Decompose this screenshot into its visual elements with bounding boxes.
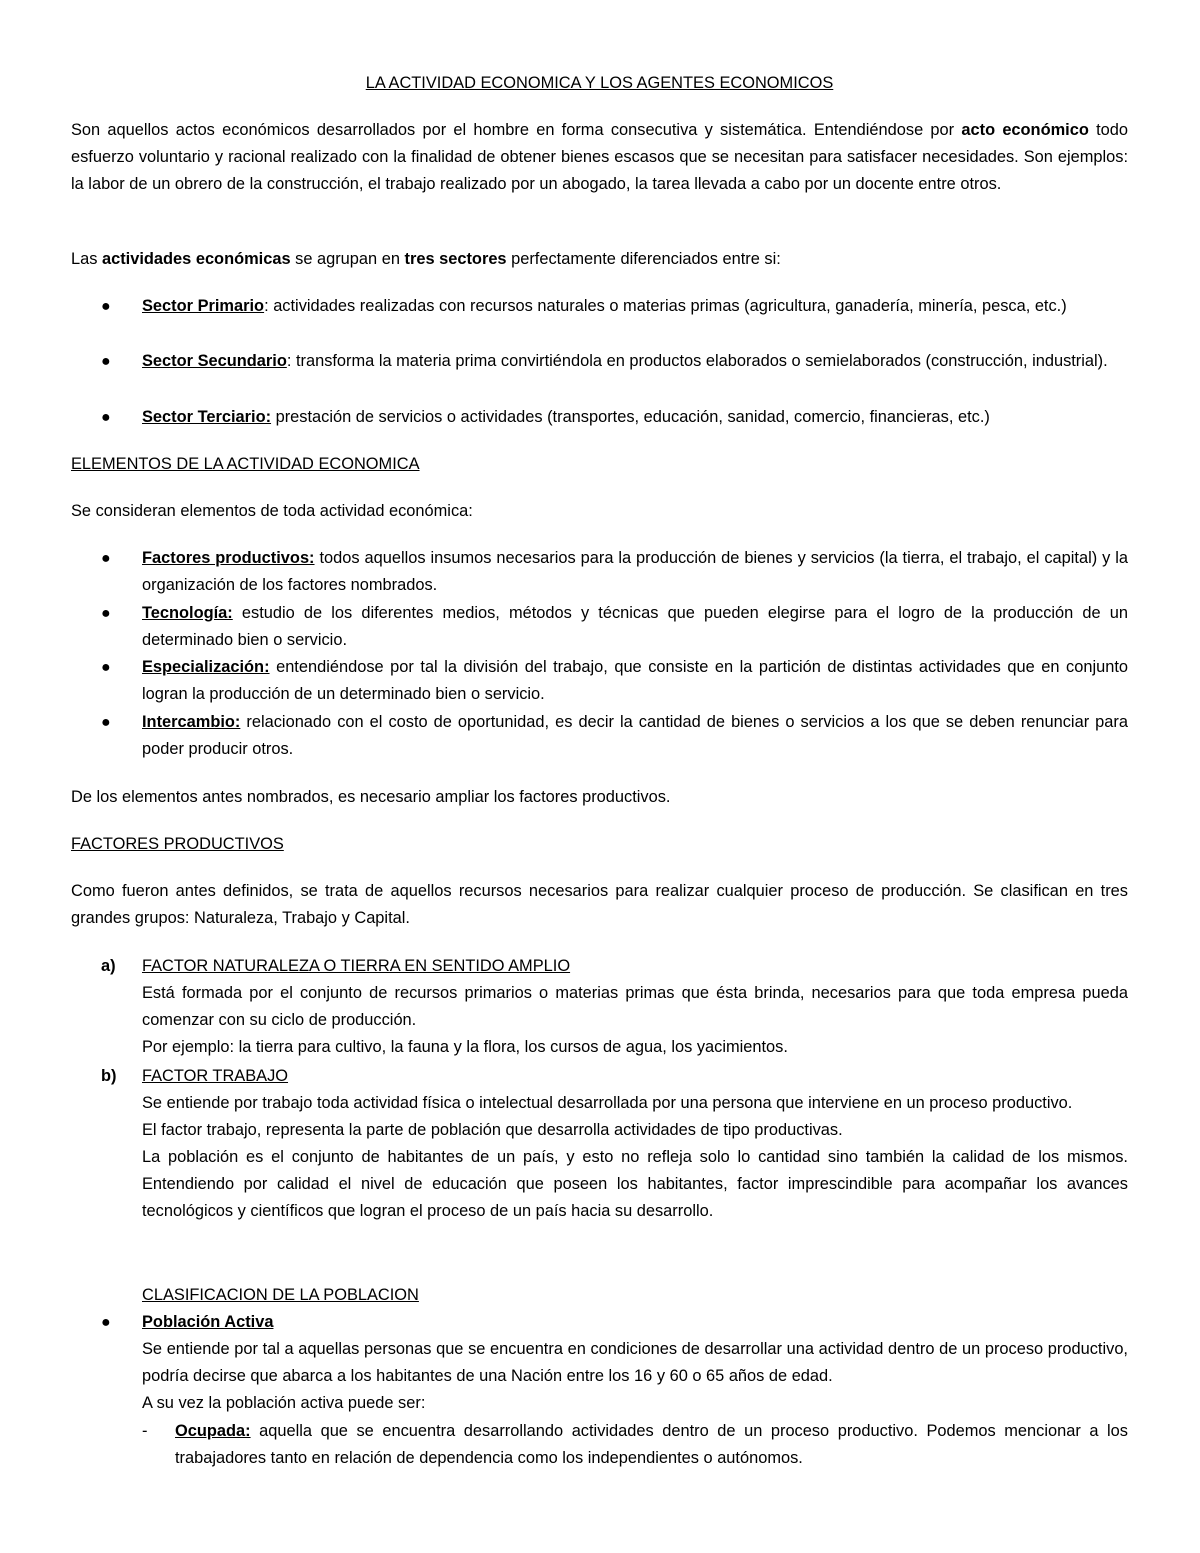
- list-item-sector-primario: [71, 293, 1128, 320]
- element-text: estudio de los diferentes medios, métodos y técnicas que pueden elegirse para el logro de la producción de un determinado bien o servicio.: [142, 604, 1128, 649]
- list-item-text: [142, 348, 1128, 375]
- bullet-icon: ●: [101, 550, 111, 567]
- sectors-intro-bold-2: tres sectores: [404, 250, 507, 268]
- elements-outro: De los elementos antes nombrados, es necesario ampliar los factores productivos.: [71, 788, 671, 806]
- factor-b-paragraph-1: Se entiende por trabajo toda actividad física o intelectual desarrollada por una persona que interviene en un proceso productivo.: [142, 1094, 1073, 1112]
- intro-bold-term: acto económico: [961, 121, 1089, 139]
- intro-text-1: Son aquellos actos económicos desarrollados por el hombre en forma consecutiva y sistemática. Entendiéndose por: [71, 121, 962, 139]
- element-text: entendiéndose por tal la división del trabajo, que consiste en la partición de distintas actividades que en conjunto logran la producción de un determinado bien o servicio.: [142, 658, 1128, 703]
- sector-label: Sector Secundario: [142, 352, 287, 370]
- list-item-text: [142, 709, 1128, 763]
- list-item-poblacion-activa: [71, 1309, 1128, 1417]
- list-item-text: [142, 404, 1128, 431]
- element-label: Intercambio:: [142, 713, 241, 731]
- sectors-intro-paragraph: [71, 246, 1128, 273]
- sector-label: Sector Primario: [142, 297, 265, 315]
- element-label: Tecnología:: [142, 604, 233, 622]
- document-title-text: LA ACTIVIDAD ECONOMICA Y LOS AGENTES ECONOMICOS: [365, 74, 834, 92]
- factor-b-section: [71, 1063, 1128, 1225]
- population-active-paragraph-2: A su vez la población activa puede ser:: [142, 1394, 426, 1412]
- factor-a-paragraph-2: Por ejemplo: la tierra para cultivo, la fauna y la flora, los cursos de agua, los yacimientos.: [142, 1038, 788, 1056]
- list-item-ocupada: [71, 1418, 1128, 1472]
- factor-a-letter: a): [101, 957, 116, 975]
- bullet-icon: ●: [101, 714, 111, 731]
- factor-a-section: [71, 953, 1128, 1061]
- bullet-icon: ●: [101, 659, 111, 676]
- sectors-intro-text-2: se agrupan en: [290, 250, 405, 268]
- occupied-text: aquella que se encuentra desarrollando actividades dentro de un proceso productivo. Podemos mencionar a los trabajadores tanto en relación de dependencia como los independientes o autónomos.: [175, 1422, 1128, 1467]
- population-active-label-text: Población Activa: [142, 1313, 274, 1331]
- sector-text: prestación de servicios o actividades (transportes, educación, sanidad, comercio, financieras, etc.): [271, 408, 990, 426]
- factors-heading-text: FACTORES PRODUCTIVOS: [71, 835, 284, 853]
- sector-label: Sector Terciario:: [142, 408, 272, 426]
- sectors-intro-text-1: Las: [71, 250, 102, 268]
- occupied-label: Ocupada:: [175, 1422, 251, 1440]
- population-active-label: [142, 1309, 1128, 1336]
- sectors-intro-bold-1: actividades económicas: [101, 250, 291, 268]
- factor-b-heading-text: FACTOR TRABAJO: [142, 1067, 289, 1085]
- list-item-text: [142, 545, 1128, 599]
- element-text: relacionado con el costo de oportunidad, es decir la cantidad de bienes o servicios a los que se deben renunciar para poder producir otros.: [142, 713, 1128, 758]
- sectors-intro-text-3: perfectamente diferenciados entre si:: [506, 250, 781, 268]
- occupied-paragraph: [175, 1418, 1128, 1472]
- elements-intro: Se consideran elementos de toda actividad económica:: [71, 502, 473, 520]
- factor-a-heading: [142, 953, 1128, 980]
- list-item-sector-secundario: [71, 348, 1128, 375]
- population-active-paragraph-1: Se entiende por tal a aquellas personas que se encuentra en condiciones de desarrollar una actividad dentro de un proceso productivo, podría decirse que abarca a los habitantes de una Nación entre los 16 y 60 o 65 años de edad.: [142, 1340, 1128, 1385]
- factor-a-heading-text: FACTOR NATURALEZA O TIERRA EN SENTIDO AMPLIO: [142, 957, 571, 975]
- bullet-icon: ●: [101, 353, 111, 370]
- list-item-intercambio: [71, 709, 1128, 763]
- list-item-especializacion: [71, 654, 1128, 708]
- list-item-factores-productivos: [71, 545, 1128, 599]
- list-item-text: [142, 654, 1128, 708]
- element-label: Factores productivos:: [142, 549, 315, 567]
- factor-b-paragraph-2: El factor trabajo, representa la parte de población que desarrolla actividades de tipo productivas.: [142, 1121, 843, 1139]
- sector-sep: :: [264, 297, 269, 315]
- sector-sep: :: [286, 352, 292, 370]
- elements-heading-text: ELEMENTOS DE LA ACTIVIDAD ECONOMICA: [71, 455, 420, 473]
- sector-text: transforma la materia prima convirtiéndola en productos elaborados o semielaborados (construcción, industrial).: [291, 352, 1108, 370]
- intro-paragraph: [71, 117, 1128, 198]
- factor-a-paragraph-1: Está formada por el conjunto de recursos primarios o materias primas que ésta brinda, necesarios para que toda empresa pueda comenzar con su ciclo de producción.: [142, 984, 1128, 1029]
- elements-heading: [71, 451, 1128, 478]
- factors-heading: [71, 831, 1128, 858]
- element-label: Especialización:: [142, 658, 270, 676]
- bullet-icon: ●: [101, 1314, 111, 1331]
- bullet-icon: ●: [101, 409, 111, 426]
- intro-text-2: todo esfuerzo voluntario y racional realizado con la finalidad de obtener bienes escasos que se necesitan para satisfacer necesidades. Son ejemplos: la labor de un obrero de la construcción, el trabajo realizado por un abogado, la tarea llevada a cabo por un docente entre otros.: [71, 121, 1128, 193]
- element-text: todos aquellos insumos necesarios para la producción de bienes y servicios (la tierra, el trabajo, el capital) y la organización de los factores nombrados.: [142, 549, 1128, 594]
- bullet-icon: ●: [101, 605, 111, 622]
- dash-marker: -: [142, 1422, 148, 1440]
- population-heading: [142, 1282, 1199, 1309]
- list-item-text: [142, 293, 1128, 320]
- factor-b-paragraph-3: La población es el conjunto de habitantes de un país, y esto no refleja solo lo cantidad sino también la calidad de los mismos. Entendiendo por calidad el nivel de educación que poseen los habitantes, factor imprescindible para acompañar los avances tecnológicos y científicos que logran el proceso de un país hacia su desarrollo.: [142, 1148, 1128, 1220]
- factor-b-heading: [142, 1063, 1128, 1090]
- sector-text: actividades realizadas con recursos naturales o materias primas (agricultura, ganadería, minería, pesca, etc.): [268, 297, 1067, 315]
- list-item-tecnologia: [71, 600, 1128, 654]
- factors-intro: Como fueron antes definidos, se trata de aquellos recursos necesarios para realizar cualquier proceso de producción. Se clasifican en tres grandes grupos: Naturaleza, Trabajo y Capital.: [71, 882, 1128, 927]
- list-item-sector-terciario: [71, 404, 1128, 431]
- list-item-text: [142, 600, 1128, 654]
- document-title: [71, 70, 1128, 97]
- factor-b-letter: b): [101, 1067, 117, 1085]
- bullet-icon: ●: [101, 298, 111, 315]
- population-heading-text: CLASIFICACION DE LA POBLACION: [142, 1286, 419, 1304]
